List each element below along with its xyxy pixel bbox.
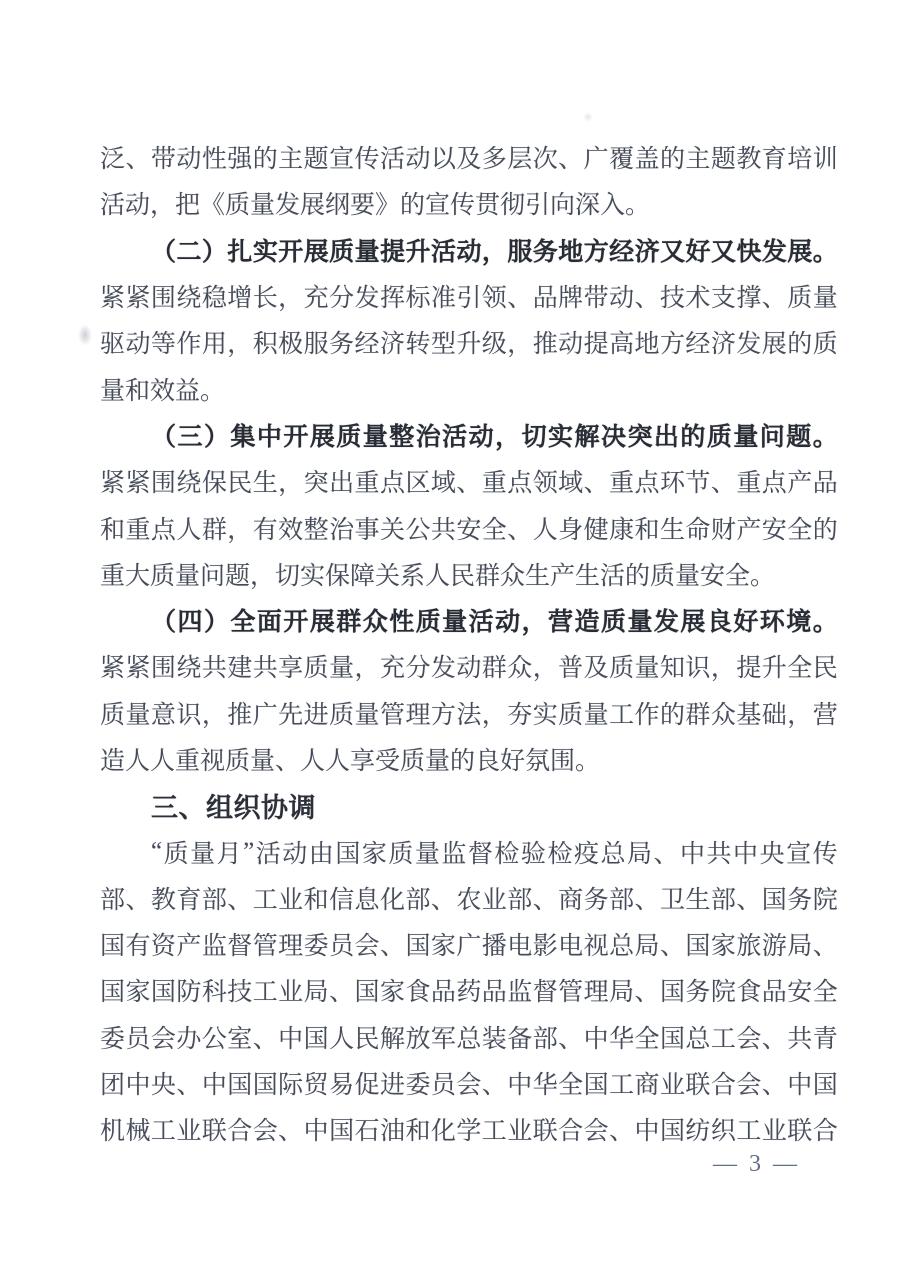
body-line-continuation: 泛 、 带 动 性 强 的 主 题 宣 传 活 动 以 及 多 层 次 、 广 覆 盖 的 主 题 教 育 培 训 (100, 146, 838, 174)
body-line: 紧 紧 围 绕 稳 增 长 ， 充 分 发 挥 标 准 引 领 、 品 牌 带 动 、 技 术 支 撑 、 质 量 (100, 285, 838, 313)
subsection-heading-4: （ 四 ） 全 面 开 展 群 众 性 质 量 活 动 ， 营 造 质 量 发 展 良 好 环 境 。 (151, 609, 838, 637)
section-heading-organization: 三、组织协调 (151, 792, 316, 823)
body-line: 部 、 教 育 部 、 工 业 和 信 息 化 部 、 农 业 部 、 商 务 部 、 卫 生 部 、 国 务 院 (100, 886, 838, 914)
subsection-heading-2: （ 二 ） 扎 实 开 展 质 量 提 升 活 动 ， 服 务 地 方 经 济 又 好 又 快 发 展 。 (151, 238, 838, 266)
body-line: 委 员 会 办 公 室 、 中 国 人 民 解 放 军 总 装 备 部 、 中 华 全 国 总 工 会 、 共 青 (100, 1025, 838, 1053)
body-line: 质 量 意 识 ， 推 广 先 进 质 量 管 理 方 法 ， 夯 实 质 量 工 作 的 群 众 基 础 ， 营 (100, 701, 838, 729)
scan-artifact (583, 112, 593, 122)
body-line: 量和效益。 (100, 377, 226, 405)
subsection-heading-3: （ 三 ） 集 中 开 展 质 量 整 治 活 动 ， 切 实 解 决 突 出 的 质 量 问 题 。 (151, 423, 838, 451)
body-line: 驱 动 等 作 用 ， 积 极 服 务 经 济 转 型 升 级 ， 推 动 提 高 地 方 经 济 发 展 的 质 (100, 331, 838, 359)
body-line: 国 有 资 产 监 督 管 理 委 员 会 、 国 家 广 播 电 影 电 视 总 局 、 国 家 旅 游 局 、 (100, 933, 838, 961)
text-block (100, 134, 838, 1153)
body-line: 团 中 央 、 中 国 国 际 贸 易 促 进 委 员 会 、 中 华 全 国 工 商 业 联 合 会 、 中 国 (100, 1072, 838, 1100)
body-line: 紧 紧 围 绕 保 民 生 ， 突 出 重 点 区 域 、 重 点 领 域 、 重 点 环 节 、 重 点 产 品 (100, 470, 838, 498)
body-line: 造人人重视质量、人人享受质量的良好氛围。 (100, 748, 601, 775)
scan-artifact (78, 324, 92, 346)
body-line: 重大质量问题，切实保障关系人民群众生产生活的质量安全。 (100, 562, 776, 590)
body-line: 国 家 国 防 科 技 工 业 局 、 国 家 食 品 药 品 监 督 管 理 局 、 国 务 院 食 品 安 全 (100, 979, 838, 1007)
body-line: 活动，把《质量发展纲要》的宣传贯彻引向深入。 (100, 192, 651, 220)
body-line: 和 重 点 人 群 ， 有 效 整 治 事 关 公 共 安 全 、 人 身 健 康 和 生 命 财 产 安 全 的 (100, 516, 838, 544)
body-line-paragraph-start: “ 质 量 月 ” 活 动 由 国 家 质 量 监 督 检 验 检 疫 总 局 、 中 共 中 央 宣 传 (151, 837, 838, 868)
body-line: 机 械 工 业 联 合 会 、 中 国 石 油 和 化 学 工 业 联 合 会 、 中 国 纺 织 工 业 联 合 (100, 1118, 838, 1146)
body-line: 紧 紧 围 绕 共 建 共 享 质 量 ， 充 分 发 动 群 众 ， 普 及 质 量 知 识 ， 提 升 全 民 (100, 655, 838, 683)
page-number: — 3 — (713, 1151, 800, 1177)
